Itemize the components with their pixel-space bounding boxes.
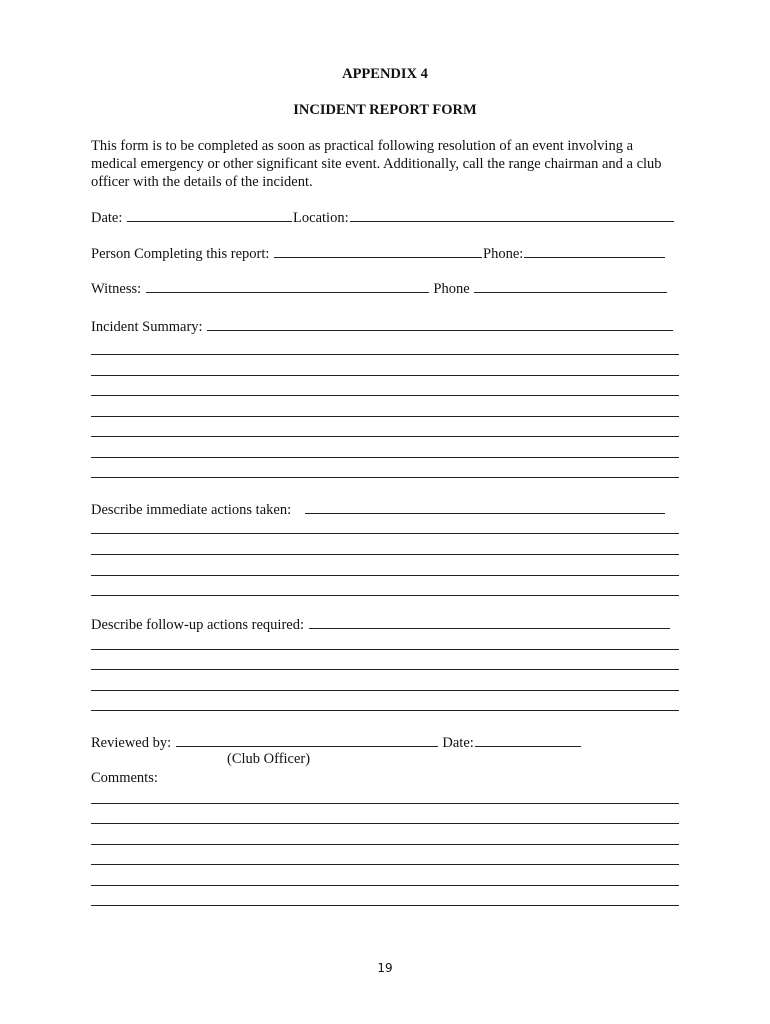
appendix-title: APPENDIX 4: [342, 66, 428, 82]
reviewed-by-row: [91, 734, 582, 752]
followup-line[interactable]: [91, 690, 679, 691]
location-label: Location:: [293, 210, 349, 226]
comments-line[interactable]: [91, 864, 679, 865]
followup-line[interactable]: [91, 710, 679, 711]
comments-line[interactable]: [91, 803, 679, 804]
club-officer-label: (Club Officer): [227, 751, 311, 767]
incident-summary-line[interactable]: [91, 395, 679, 396]
comments-line[interactable]: [91, 823, 679, 824]
comments-line[interactable]: [91, 905, 679, 906]
incident-summary-label: Incident Summary:: [91, 319, 203, 335]
followup-field[interactable]: [309, 616, 670, 629]
incident-summary-line[interactable]: [91, 457, 679, 458]
followup-row: [91, 616, 671, 634]
immediate-actions-line[interactable]: [91, 575, 679, 576]
phone-field[interactable]: [524, 245, 665, 258]
reviewed-date-field[interactable]: [475, 734, 581, 747]
witness-phone-label: Phone: [433, 281, 470, 297]
immediate-actions-label: Describe immediate actions taken:: [91, 502, 292, 518]
followup-label: Describe follow-up actions required:: [91, 617, 304, 633]
witness-field[interactable]: [146, 280, 429, 293]
incident-summary-line[interactable]: [91, 477, 679, 478]
person-label: Person Completing this report:: [91, 246, 270, 262]
location-field[interactable]: [350, 209, 674, 222]
comments-label: Comments:: [91, 770, 158, 786]
date-label: Date:: [91, 210, 123, 226]
witness-row: [91, 280, 668, 298]
phone-label: Phone:: [483, 246, 524, 262]
incident-summary-line[interactable]: [91, 354, 679, 355]
form-title: INCIDENT REPORT FORM: [293, 102, 477, 118]
reviewed-by-label: Reviewed by:: [91, 735, 172, 751]
comments-line[interactable]: [91, 844, 679, 845]
followup-line[interactable]: [91, 669, 679, 670]
person-field[interactable]: [274, 245, 482, 258]
witness-phone-field[interactable]: [474, 280, 667, 293]
immediate-actions-line[interactable]: [91, 554, 679, 555]
followup-line[interactable]: [91, 649, 679, 650]
reviewed-date-label: Date:: [442, 735, 474, 751]
page-number: 19: [377, 961, 393, 975]
comments-line[interactable]: [91, 885, 679, 886]
immediate-actions-field[interactable]: [305, 501, 665, 514]
date-location-row: [91, 209, 675, 227]
incident-summary-row: [91, 318, 674, 336]
person-phone-row: [91, 245, 666, 263]
incident-summary-line[interactable]: [91, 375, 679, 376]
incident-summary-line[interactable]: [91, 436, 679, 437]
incident-summary-field[interactable]: [207, 318, 673, 331]
intro-paragraph: This form is to be completed as soon as practical following resolution of an event involving a medical emergency or other significant site event. Additionally, call the range chairman and a club officer with the details of the incident.: [91, 138, 662, 190]
reviewed-by-field[interactable]: [176, 734, 438, 747]
witness-label: Witness:: [91, 281, 142, 297]
incident-summary-line[interactable]: [91, 416, 679, 417]
date-field[interactable]: [127, 209, 292, 222]
immediate-actions-line[interactable]: [91, 595, 679, 596]
immediate-actions-row: [91, 501, 666, 519]
immediate-actions-line[interactable]: [91, 533, 679, 534]
